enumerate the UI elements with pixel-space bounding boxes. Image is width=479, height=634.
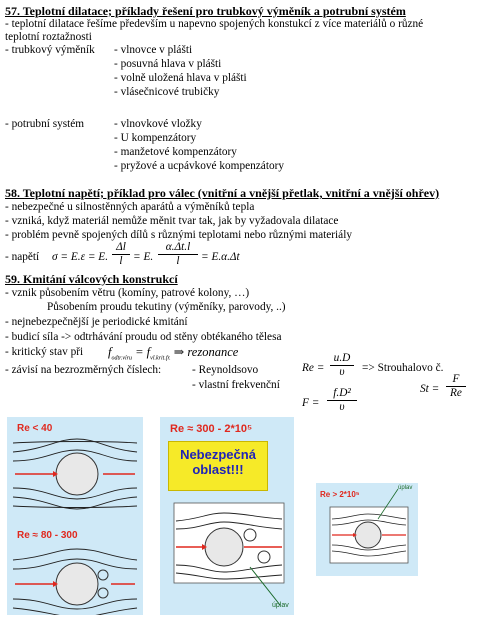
pipe-item: - U kompenzátory [114, 132, 197, 144]
stress-eq-right: = E.α.Δt [201, 251, 240, 263]
stress-eq-left: σ = E.ε = E. [52, 251, 109, 263]
s59-line: - nejnebezpečnější je periodické kmitání [5, 316, 188, 328]
s57-line-2: teplotní roztažnosti [5, 31, 92, 43]
st-fraction [446, 373, 466, 400]
s59-line: Působením proudu tekutiny (výměníky, parovody, ..) [47, 301, 286, 313]
re-lhs: Re = [302, 362, 325, 374]
subscript: vl.krit.fr. [150, 355, 171, 362]
pipe-item: - pryžové a ucpávkové kompenzátory [114, 160, 285, 172]
strouhal-label: => Strouhalovo č. [362, 362, 444, 374]
fraction-numerator: α.Δt.l [158, 241, 198, 255]
pipe-item: - manžetové kompenzátory [114, 146, 237, 158]
flow-panel-danger [160, 417, 294, 615]
fraction-numerator: F [446, 373, 466, 387]
wake-label: úplav [398, 485, 413, 491]
stress-eq-mid: = E. [133, 251, 154, 263]
danger-text-1: Nebezpečná [180, 447, 256, 462]
fraction-denominator: l [176, 255, 180, 267]
pipe-label: - potrubní systém [5, 118, 85, 130]
re-label-danger: Re ≈ 300 - 2*10⁵ [170, 423, 253, 435]
flow-panel-low-re [7, 417, 143, 615]
section-57-title: 57. Teplotní dilatace; příklady řešení pro trubkový výměník a potrubní systém [5, 4, 406, 18]
re-label-high: Re > 2*10⁵ [320, 490, 360, 499]
flow-diagram-vortex-pair [7, 535, 143, 615]
pipe-item: - vlnovkové vložky [114, 118, 202, 130]
section-59-title: 59. Kmitání válcových konstrukcí [5, 272, 178, 286]
s57-line-1: - teplotní dilatace řešíme především u napevno spojených konstukcí z více materiálů o různé [5, 18, 424, 30]
exchanger-item: - posuvná hlava v plášti [114, 58, 222, 70]
danger-text-2: oblast!!! [192, 462, 244, 477]
fraction-denominator: υ [339, 366, 345, 378]
reynolds-label: - Reynoldsovo [192, 364, 259, 376]
exchanger-item: - vlásečnicové trubičky [114, 86, 220, 98]
fraction-denominator: Re [450, 387, 462, 399]
stress-prefix: - napětí [5, 251, 40, 263]
exchanger-item: - vlnovce v plášti [114, 44, 193, 56]
exchanger-item: - volně uložená hlava v plášti [114, 72, 247, 84]
fraction-numerator: u.D [330, 352, 354, 366]
re-label-mid: Re ≈ 80 - 300 [17, 530, 78, 541]
fraction-denominator: l [119, 255, 123, 267]
resonance-word: rezonance [187, 345, 239, 359]
s58-line: - problém pevně spojených dílů s různými teplotami nebo různými materiály [5, 229, 352, 241]
f-fraction [327, 387, 357, 414]
symbol-f: f [108, 345, 112, 359]
exchanger-label: - trubkový výměník [5, 44, 95, 56]
section-58-title: 58. Teplotní napětí; příklad pro válec (vnitřní a vnější přetlak, vnitřní a vnější ohřev) [5, 186, 440, 200]
critical-prefix: - kritický stav při [5, 346, 84, 358]
fraction-denominator: υ [339, 401, 345, 413]
s58-line: - vzniká, když materiál nemůže měnit tvar tak, jak by vyžadovala dilatace [5, 215, 339, 227]
stress-fraction-1 [112, 241, 130, 268]
symbol-eq: = f [135, 345, 151, 359]
s59-line: - závisí na bezrozměrných číslech: [5, 364, 162, 376]
flow-panel-high-re [316, 483, 418, 576]
wake-label: úplav [272, 602, 289, 609]
f-lhs: F = [302, 397, 320, 409]
st-lhs: St = [420, 383, 440, 395]
re-label-low: Re < 40 [17, 423, 53, 434]
fraction-numerator: f.D² [327, 387, 357, 401]
freq-label: - vlastní frekvenční [192, 379, 280, 391]
critical-eq [108, 346, 238, 366]
s59-line: - vznik působením větru (komíny, patrové kolony, …) [5, 287, 250, 299]
subscript: odtr.víru [111, 355, 132, 362]
fraction-numerator: Δl [112, 241, 130, 255]
flow-diagram-turbulent [316, 483, 418, 576]
s59-line: - budicí síla -> odtrhávání proudu od stěny obtékaného tělesa [5, 331, 282, 343]
stress-fraction-2 [158, 241, 198, 268]
implies-arrow: ⇒ [173, 345, 185, 359]
flow-diagram-vortex-street [160, 417, 294, 615]
re-fraction [330, 352, 354, 379]
s58-line: - nebezpečné u silnostěnných aparátů a výměníků tepla [5, 201, 255, 213]
